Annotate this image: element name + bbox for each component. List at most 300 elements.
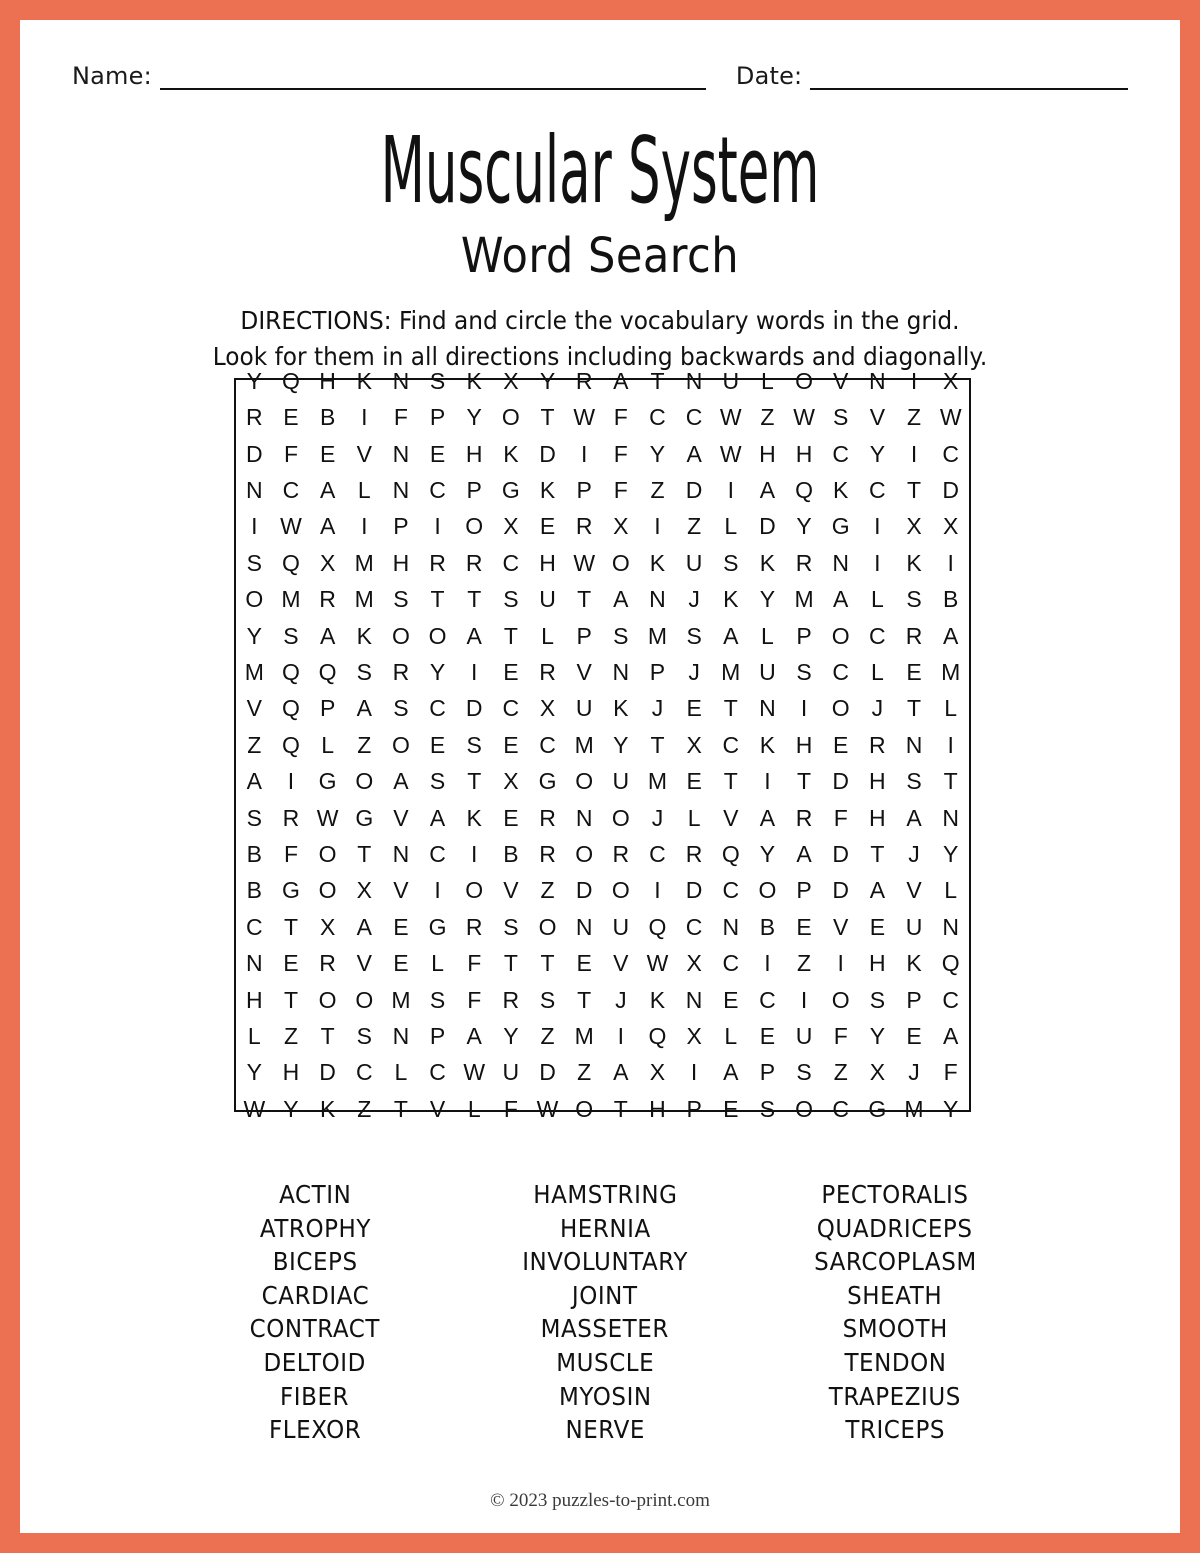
grid-cell-r2-c2[interactable]: E xyxy=(283,404,299,431)
grid-cell-r21-c19[interactable]: M xyxy=(904,1095,924,1122)
word-list-item[interactable]: BICEPS xyxy=(272,1247,358,1277)
grid-cell-r14-c6[interactable]: C xyxy=(429,840,446,867)
grid-cell-r5-c10[interactable]: R xyxy=(575,513,593,540)
grid-cell-r12-c16[interactable]: T xyxy=(797,768,812,795)
grid-cell-r17-c8[interactable]: T xyxy=(503,950,518,977)
grid-cell-r15-c15[interactable]: O xyxy=(758,877,777,904)
grid-cell-r3-c12[interactable]: Y xyxy=(649,440,666,467)
grid-cell-r19-c9[interactable]: Z xyxy=(540,1022,555,1049)
grid-cell-r4-c16[interactable]: Q xyxy=(795,477,814,504)
grid-cell-r21-c17[interactable]: C xyxy=(832,1095,850,1122)
grid-cell-r6-c16[interactable]: R xyxy=(795,549,813,576)
grid-cell-r8-c15[interactable]: L xyxy=(761,622,774,649)
grid-cell-r10-c6[interactable]: C xyxy=(429,695,446,722)
grid-cell-r15-c4[interactable]: X xyxy=(356,877,372,904)
grid-cell-r21-c14[interactable]: E xyxy=(723,1095,739,1122)
grid-cell-r14-c19[interactable]: J xyxy=(908,840,920,867)
grid-cell-r17-c4[interactable]: V xyxy=(356,950,372,977)
grid-cell-r11-c2[interactable]: Q xyxy=(282,731,300,758)
grid-cell-r15-c17[interactable]: D xyxy=(832,877,850,904)
grid-cell-r14-c8[interactable]: B xyxy=(503,840,519,867)
grid-cell-r12-c5[interactable]: A xyxy=(393,768,409,795)
grid-cell-r5-c7[interactable]: O xyxy=(465,513,484,540)
grid-cell-r12-c14[interactable]: T xyxy=(723,768,738,795)
grid-cell-r20-c2[interactable]: H xyxy=(282,1059,300,1086)
word-list-item[interactable]: TENDON xyxy=(843,1347,947,1377)
grid-cell-r15-c3[interactable]: O xyxy=(318,877,337,904)
grid-cell-r20-c11[interactable]: A xyxy=(613,1059,629,1086)
grid-cell-r8-c1[interactable]: Y xyxy=(246,622,262,649)
grid-cell-r15-c5[interactable]: V xyxy=(393,877,409,904)
grid-cell-r17-c6[interactable]: L xyxy=(431,950,444,977)
date-write-line[interactable] xyxy=(810,62,1128,90)
grid-cell-r1-c13[interactable]: N xyxy=(685,367,703,394)
grid-cell-r16-c3[interactable]: X xyxy=(319,913,336,940)
grid-cell-r9-c5[interactable]: R xyxy=(392,659,410,686)
word-list-item[interactable]: CARDIAC xyxy=(261,1280,369,1310)
grid-cell-r2-c1[interactable]: R xyxy=(246,404,263,431)
grid-cell-r4-c14[interactable]: I xyxy=(727,477,734,504)
grid-cell-r21-c11[interactable]: T xyxy=(613,1095,628,1122)
grid-cell-r15-c19[interactable]: V xyxy=(906,877,922,904)
grid-cell-r15-c10[interactable]: D xyxy=(575,877,593,904)
grid-cell-r15-c8[interactable]: V xyxy=(503,877,519,904)
grid-cell-r2-c18[interactable]: V xyxy=(869,404,886,431)
grid-cell-r4-c3[interactable]: A xyxy=(319,477,336,504)
grid-cell-r3-c17[interactable]: C xyxy=(832,440,850,467)
grid-cell-r19-c20[interactable]: A xyxy=(943,1022,959,1049)
grid-cell-r13-c18[interactable]: H xyxy=(869,804,886,831)
grid-cell-r16-c12[interactable]: Q xyxy=(648,913,667,940)
grid-cell-r6-c7[interactable]: R xyxy=(465,549,483,576)
grid-cell-r16-c7[interactable]: R xyxy=(465,913,483,940)
grid-cell-r8-c16[interactable]: P xyxy=(796,622,812,649)
grid-cell-r15-c16[interactable]: P xyxy=(796,877,812,904)
grid-cell-r18-c4[interactable]: O xyxy=(355,986,374,1013)
grid-cell-r5-c14[interactable]: L xyxy=(724,513,738,540)
grid-cell-r11-c18[interactable]: R xyxy=(869,731,886,758)
grid-cell-r2-c17[interactable]: S xyxy=(833,404,849,431)
grid-cell-r13-c9[interactable]: R xyxy=(539,804,556,831)
grid-cell-r13-c11[interactable]: O xyxy=(611,804,630,831)
grid-cell-r20-c16[interactable]: S xyxy=(796,1059,812,1086)
grid-cell-r12-c4[interactable]: O xyxy=(355,768,374,795)
grid-cell-r7-c10[interactable]: T xyxy=(577,586,592,613)
grid-cell-r6-c20[interactable]: I xyxy=(947,549,954,576)
grid-cell-r9-c19[interactable]: E xyxy=(906,659,922,686)
grid-cell-r3-c8[interactable]: K xyxy=(503,440,519,467)
grid-cell-r13-c6[interactable]: A xyxy=(429,804,446,831)
grid-cell-r3-c11[interactable]: F xyxy=(613,440,628,467)
grid-cell-r16-c17[interactable]: V xyxy=(833,913,849,940)
grid-cell-r4-c1[interactable]: N xyxy=(246,477,263,504)
grid-cell-r8-c5[interactable]: O xyxy=(391,622,410,649)
grid-cell-r5-c6[interactable]: I xyxy=(434,513,441,540)
grid-cell-r9-c20[interactable]: M xyxy=(941,659,961,686)
grid-cell-r18-c20[interactable]: C xyxy=(942,986,959,1013)
grid-cell-r3-c6[interactable]: E xyxy=(429,440,446,467)
grid-cell-r13-c5[interactable]: V xyxy=(393,804,409,831)
grid-cell-r15-c1[interactable]: B xyxy=(246,877,262,904)
grid-cell-r4-c17[interactable]: K xyxy=(833,477,849,504)
grid-cell-r5-c9[interactable]: E xyxy=(539,513,556,540)
grid-cell-r8-c13[interactable]: S xyxy=(686,622,702,649)
grid-cell-r14-c11[interactable]: R xyxy=(612,840,630,867)
word-list-item[interactable]: QUADRICEPS xyxy=(817,1213,973,1243)
grid-cell-r4-c6[interactable]: C xyxy=(429,477,446,504)
grid-cell-r13-c10[interactable]: N xyxy=(575,804,593,831)
grid-cell-r20-c8[interactable]: U xyxy=(502,1059,520,1086)
grid-cell-r8-c17[interactable]: O xyxy=(831,622,850,649)
grid-cell-r7-c1[interactable]: O xyxy=(245,586,264,613)
grid-cell-r2-c13[interactable]: C xyxy=(685,404,703,431)
grid-cell-r12-c19[interactable]: S xyxy=(906,768,922,795)
grid-cell-r21-c9[interactable]: W xyxy=(536,1095,559,1122)
grid-cell-r8-c18[interactable]: C xyxy=(869,622,886,649)
grid-cell-r21-c12[interactable]: H xyxy=(649,1095,666,1122)
grid-cell-r10-c19[interactable]: T xyxy=(906,695,922,722)
grid-cell-r19-c19[interactable]: E xyxy=(906,1022,922,1049)
grid-cell-r4-c2[interactable]: C xyxy=(282,477,300,504)
grid-cell-r13-c17[interactable]: F xyxy=(833,804,848,831)
grid-cell-r19-c6[interactable]: P xyxy=(429,1022,446,1049)
grid-cell-r12-c3[interactable]: G xyxy=(318,768,337,795)
grid-cell-r11-c5[interactable]: O xyxy=(391,731,410,758)
grid-cell-r9-c15[interactable]: U xyxy=(759,659,776,686)
grid-cell-r18-c8[interactable]: R xyxy=(502,986,520,1013)
grid-cell-r4-c19[interactable]: T xyxy=(906,477,922,504)
grid-cell-r7-c16[interactable]: M xyxy=(794,586,814,613)
grid-cell-r19-c15[interactable]: E xyxy=(759,1022,776,1049)
grid-cell-r15-c6[interactable]: I xyxy=(434,877,441,904)
grid-cell-r8-c10[interactable]: P xyxy=(576,622,592,649)
grid-cell-r16-c1[interactable]: C xyxy=(246,913,263,940)
grid-cell-r2-c3[interactable]: B xyxy=(319,404,336,431)
grid-cell-r1-c12[interactable]: T xyxy=(650,367,665,394)
grid-cell-r14-c10[interactable]: O xyxy=(575,840,594,867)
grid-cell-r9-c2[interactable]: Q xyxy=(282,659,300,686)
grid-cell-r4-c7[interactable]: P xyxy=(466,477,482,504)
grid-cell-r21-c6[interactable]: V xyxy=(429,1095,446,1122)
grid-cell-r21-c8[interactable]: F xyxy=(503,1095,518,1122)
grid-cell-r18-c14[interactable]: E xyxy=(723,986,739,1013)
word-list-item[interactable]: SHEATH xyxy=(847,1280,943,1310)
grid-cell-r21-c16[interactable]: O xyxy=(795,1095,814,1122)
grid-cell-r6-c9[interactable]: H xyxy=(539,549,556,576)
grid-cell-r18-c10[interactable]: T xyxy=(577,986,592,1013)
grid-cell-r19-c8[interactable]: Y xyxy=(503,1022,519,1049)
grid-cell-r19-c17[interactable]: F xyxy=(833,1022,848,1049)
grid-cell-r4-c13[interactable]: D xyxy=(685,477,703,504)
grid-cell-r2-c10[interactable]: W xyxy=(573,404,596,431)
grid-cell-r10-c2[interactable]: Q xyxy=(282,695,300,722)
grid-cell-r13-c14[interactable]: V xyxy=(723,804,739,831)
grid-cell-r5-c12[interactable]: I xyxy=(654,513,661,540)
grid-cell-r6-c18[interactable]: I xyxy=(874,549,881,576)
grid-cell-r18-c5[interactable]: M xyxy=(391,986,411,1013)
grid-cell-r13-c15[interactable]: A xyxy=(759,804,776,831)
grid-cell-r12-c11[interactable]: U xyxy=(612,768,630,795)
grid-cell-r3-c2[interactable]: F xyxy=(283,440,298,467)
grid-cell-r8-c8[interactable]: T xyxy=(503,622,518,649)
grid-cell-r14-c13[interactable]: R xyxy=(685,840,703,867)
grid-cell-r1-c9[interactable]: Y xyxy=(539,367,556,394)
grid-cell-r3-c1[interactable]: D xyxy=(246,440,263,467)
grid-cell-r20-c5[interactable]: L xyxy=(394,1059,408,1086)
grid-cell-r11-c10[interactable]: M xyxy=(574,731,594,758)
grid-cell-r10-c18[interactable]: J xyxy=(871,695,884,722)
grid-cell-r16-c9[interactable]: O xyxy=(538,913,557,940)
grid-cell-r21-c7[interactable]: L xyxy=(467,1095,481,1122)
grid-cell-r2-c16[interactable]: W xyxy=(793,404,815,431)
grid-cell-r8-c12[interactable]: M xyxy=(647,622,668,649)
grid-cell-r15-c9[interactable]: Z xyxy=(540,877,555,904)
grid-cell-r1-c11[interactable]: A xyxy=(613,367,629,394)
grid-cell-r14-c14[interactable]: Q xyxy=(721,840,740,867)
grid-cell-r18-c6[interactable]: S xyxy=(429,986,446,1013)
grid-cell-r19-c4[interactable]: S xyxy=(356,1022,372,1049)
word-list-item[interactable]: ACTIN xyxy=(278,1180,352,1209)
grid-cell-r2-c12[interactable]: C xyxy=(649,404,666,431)
word-list-item[interactable]: SARCOPLASM xyxy=(813,1247,977,1277)
grid-cell-r19-c2[interactable]: Z xyxy=(283,1022,298,1049)
grid-cell-r5-c5[interactable]: P xyxy=(393,513,409,540)
grid-cell-r2-c14[interactable]: W xyxy=(719,404,742,431)
grid-cell-r9-c18[interactable]: L xyxy=(870,659,884,686)
grid-cell-r19-c5[interactable]: N xyxy=(392,1022,410,1049)
grid-cell-r20-c13[interactable]: I xyxy=(690,1059,698,1086)
grid-cell-r3-c3[interactable]: E xyxy=(319,440,336,467)
grid-cell-r12-c20[interactable]: T xyxy=(943,768,958,795)
grid-cell-r11-c7[interactable]: S xyxy=(466,731,482,758)
grid-cell-r6-c1[interactable]: S xyxy=(246,549,262,576)
grid-cell-r3-c4[interactable]: V xyxy=(356,440,372,467)
grid-cell-r17-c15[interactable]: I xyxy=(764,950,771,977)
grid-cell-r17-c17[interactable]: I xyxy=(837,950,844,977)
grid-cell-r10-c1[interactable]: V xyxy=(246,695,262,722)
grid-cell-r19-c14[interactable]: L xyxy=(724,1022,738,1049)
grid-cell-r15-c13[interactable]: D xyxy=(685,877,703,904)
grid-cell-r15-c2[interactable]: G xyxy=(282,877,300,904)
grid-cell-r16-c13[interactable]: C xyxy=(685,913,703,940)
grid-cell-r20-c19[interactable]: J xyxy=(908,1059,920,1086)
grid-cell-r16-c18[interactable]: E xyxy=(869,913,886,940)
grid-cell-r7-c11[interactable]: A xyxy=(613,586,629,613)
grid-cell-r13-c4[interactable]: G xyxy=(355,804,374,831)
grid-cell-r6-c5[interactable]: H xyxy=(392,549,410,576)
grid-cell-r7-c3[interactable]: R xyxy=(319,586,336,613)
grid-cell-r20-c3[interactable]: D xyxy=(319,1059,336,1086)
grid-cell-r6-c3[interactable]: X xyxy=(319,549,336,576)
grid-cell-r12-c2[interactable]: I xyxy=(287,768,295,795)
grid-cell-r14-c4[interactable]: T xyxy=(357,840,372,867)
grid-cell-r4-c15[interactable]: A xyxy=(759,477,776,504)
grid-cell-r18-c18[interactable]: S xyxy=(869,986,886,1013)
grid-cell-r20-c4[interactable]: C xyxy=(355,1059,373,1086)
grid-cell-r10-c11[interactable]: K xyxy=(613,695,629,722)
grid-cell-r5-c19[interactable]: X xyxy=(906,513,922,540)
word-search-grid[interactable] xyxy=(236,367,969,1122)
grid-cell-r2-c4[interactable]: I xyxy=(361,404,368,431)
grid-cell-r1-c2[interactable]: Q xyxy=(282,367,300,394)
grid-cell-r6-c17[interactable]: N xyxy=(832,549,850,576)
grid-cell-r6-c2[interactable]: Q xyxy=(282,549,300,576)
grid-cell-r1-c15[interactable]: L xyxy=(761,367,774,394)
grid-cell-r4-c8[interactable]: G xyxy=(501,477,520,504)
grid-cell-r18-c11[interactable]: J xyxy=(615,986,627,1013)
grid-cell-r8-c2[interactable]: S xyxy=(283,622,299,649)
grid-cell-r11-c12[interactable]: T xyxy=(650,731,665,758)
grid-cell-r14-c16[interactable]: A xyxy=(796,840,812,867)
grid-cell-r1-c6[interactable]: S xyxy=(429,367,446,394)
grid-cell-r7-c6[interactable]: T xyxy=(430,586,445,613)
word-list-item[interactable]: FLEXOR xyxy=(268,1415,362,1445)
grid-cell-r17-c11[interactable]: V xyxy=(613,950,629,977)
grid-cell-r17-c13[interactable]: X xyxy=(686,950,702,977)
grid-cell-r7-c8[interactable]: S xyxy=(503,586,519,613)
grid-cell-r20-c6[interactable]: C xyxy=(429,1059,446,1086)
grid-cell-r7-c13[interactable]: J xyxy=(688,586,700,613)
grid-cell-r21-c18[interactable]: G xyxy=(868,1095,887,1122)
grid-cell-r20-c12[interactable]: X xyxy=(649,1059,666,1086)
grid-cell-r2-c11[interactable]: F xyxy=(613,404,628,431)
grid-cell-r17-c2[interactable]: E xyxy=(283,950,299,977)
grid-cell-r6-c19[interactable]: K xyxy=(906,549,922,576)
grid-cell-r7-c12[interactable]: N xyxy=(649,586,666,613)
grid-cell-r13-c8[interactable]: E xyxy=(503,804,519,831)
grid-cell-r1-c16[interactable]: O xyxy=(795,367,814,394)
grid-cell-r14-c3[interactable]: O xyxy=(318,840,337,867)
grid-cell-r17-c10[interactable]: E xyxy=(576,950,592,977)
grid-cell-r13-c3[interactable]: W xyxy=(316,804,339,831)
grid-cell-r11-c9[interactable]: C xyxy=(539,731,556,758)
grid-cell-r5-c16[interactable]: Y xyxy=(796,513,812,540)
grid-cell-r3-c16[interactable]: H xyxy=(795,440,813,467)
grid-cell-r16-c6[interactable]: G xyxy=(428,913,447,940)
grid-cell-r21-c1[interactable]: W xyxy=(243,1095,266,1122)
grid-cell-r7-c17[interactable]: A xyxy=(833,586,849,613)
grid-cell-r17-c18[interactable]: H xyxy=(869,950,886,977)
grid-cell-r12-c7[interactable]: T xyxy=(467,768,482,795)
grid-cell-r21-c20[interactable]: Y xyxy=(943,1095,959,1122)
grid-cell-r9-c14[interactable]: M xyxy=(721,659,741,686)
grid-cell-r14-c7[interactable]: I xyxy=(471,840,478,867)
grid-cell-r9-c8[interactable]: E xyxy=(503,659,519,686)
word-list-item[interactable]: INVOLUNTARY xyxy=(522,1247,688,1277)
grid-cell-r6-c12[interactable]: K xyxy=(649,549,666,576)
grid-cell-r6-c6[interactable]: R xyxy=(429,549,446,576)
grid-cell-r1-c4[interactable]: K xyxy=(356,367,372,394)
grid-cell-r10-c4[interactable]: A xyxy=(356,695,372,722)
grid-cell-r8-c11[interactable]: S xyxy=(613,622,629,649)
grid-cell-r13-c1[interactable]: S xyxy=(246,804,262,831)
grid-cell-r13-c2[interactable]: R xyxy=(282,804,300,831)
grid-cell-r9-c13[interactable]: J xyxy=(688,659,700,686)
grid-cell-r11-c4[interactable]: Z xyxy=(357,731,372,758)
grid-cell-r8-c6[interactable]: O xyxy=(428,622,447,649)
grid-cell-r20-c9[interactable]: D xyxy=(539,1059,556,1086)
grid-cell-r13-c12[interactable]: J xyxy=(651,804,664,831)
grid-cell-r15-c20[interactable]: L xyxy=(944,877,958,904)
grid-cell-r7-c20[interactable]: B xyxy=(943,586,959,613)
grid-cell-r12-c1[interactable]: A xyxy=(246,768,262,795)
grid-cell-r2-c6[interactable]: P xyxy=(429,404,446,431)
grid-cell-r18-c2[interactable]: T xyxy=(283,986,298,1013)
word-list-item[interactable]: TRAPEZIUS xyxy=(828,1381,962,1411)
grid-cell-r16-c5[interactable]: E xyxy=(393,913,409,940)
grid-cell-r6-c10[interactable]: W xyxy=(573,549,596,576)
grid-cell-r3-c5[interactable]: N xyxy=(392,440,410,467)
grid-cell-r12-c6[interactable]: S xyxy=(429,768,446,795)
grid-cell-r2-c15[interactable]: Z xyxy=(760,404,775,431)
word-list-item[interactable]: FIBER xyxy=(280,1381,350,1411)
grid-cell-r13-c16[interactable]: R xyxy=(795,804,813,831)
grid-cell-r10-c7[interactable]: D xyxy=(465,695,483,722)
word-list-item[interactable]: CONTRACT xyxy=(249,1314,381,1344)
grid-cell-r14-c20[interactable]: Y xyxy=(943,840,959,867)
grid-cell-r12-c9[interactable]: G xyxy=(538,768,557,795)
grid-cell-r10-c15[interactable]: N xyxy=(759,695,776,722)
grid-cell-r11-c15[interactable]: K xyxy=(759,731,776,758)
grid-cell-r12-c12[interactable]: M xyxy=(647,768,668,795)
grid-cell-r17-c7[interactable]: F xyxy=(467,950,482,977)
grid-cell-r7-c19[interactable]: S xyxy=(906,586,922,613)
grid-cell-r19-c7[interactable]: A xyxy=(466,1022,482,1049)
grid-cell-r6-c8[interactable]: C xyxy=(502,549,520,576)
grid-cell-r6-c15[interactable]: K xyxy=(759,549,776,576)
grid-cell-r11-c1[interactable]: Z xyxy=(247,731,262,758)
grid-cell-r14-c15[interactable]: Y xyxy=(759,840,776,867)
grid-cell-r4-c11[interactable]: F xyxy=(613,477,628,504)
grid-cell-r7-c9[interactable]: U xyxy=(539,586,556,613)
grid-cell-r13-c13[interactable]: L xyxy=(687,804,701,831)
grid-cell-r10-c17[interactable]: O xyxy=(831,695,850,722)
grid-cell-r8-c4[interactable]: K xyxy=(356,622,372,649)
word-list-item[interactable]: MYOSIN xyxy=(558,1381,652,1411)
grid-cell-r12-c10[interactable]: O xyxy=(575,768,594,795)
grid-cell-r19-c10[interactable]: M xyxy=(574,1022,594,1049)
word-list-item[interactable]: SMOOTH xyxy=(842,1314,948,1344)
grid-cell-r18-c19[interactable]: P xyxy=(906,986,922,1013)
grid-cell-r18-c13[interactable]: N xyxy=(685,986,703,1013)
grid-cell-r17-c12[interactable]: W xyxy=(646,950,669,977)
grid-cell-r8-c19[interactable]: R xyxy=(905,622,923,649)
grid-cell-r7-c2[interactable]: M xyxy=(281,586,301,613)
grid-cell-r1-c14[interactable]: U xyxy=(722,367,740,394)
grid-cell-r12-c13[interactable]: E xyxy=(686,768,702,795)
grid-cell-r11-c3[interactable]: L xyxy=(321,731,335,758)
grid-cell-r16-c15[interactable]: B xyxy=(759,913,776,940)
grid-cell-r10-c20[interactable]: L xyxy=(944,695,958,722)
grid-cell-r7-c5[interactable]: S xyxy=(393,586,409,613)
grid-cell-r20-c18[interactable]: X xyxy=(869,1059,886,1086)
grid-cell-r15-c14[interactable]: C xyxy=(722,877,740,904)
grid-cell-r16-c10[interactable]: N xyxy=(575,913,593,940)
grid-cell-r16-c19[interactable]: U xyxy=(905,913,923,940)
grid-cell-r7-c14[interactable]: K xyxy=(723,586,739,613)
grid-cell-r6-c11[interactable]: O xyxy=(611,549,630,576)
grid-cell-r13-c19[interactable]: A xyxy=(906,804,922,831)
grid-cell-r18-c15[interactable]: C xyxy=(759,986,776,1013)
grid-cell-r3-c14[interactable]: W xyxy=(719,440,742,467)
grid-cell-r4-c4[interactable]: L xyxy=(357,477,371,504)
grid-cell-r1-c10[interactable]: R xyxy=(575,367,593,394)
word-list-item[interactable]: HAMSTRING xyxy=(532,1180,678,1209)
grid-cell-r1-c18[interactable]: N xyxy=(869,367,886,394)
grid-cell-r17-c20[interactable]: Q xyxy=(941,950,960,977)
grid-cell-r21-c3[interactable]: K xyxy=(319,1095,336,1122)
grid-cell-r11-c11[interactable]: Y xyxy=(613,731,629,758)
